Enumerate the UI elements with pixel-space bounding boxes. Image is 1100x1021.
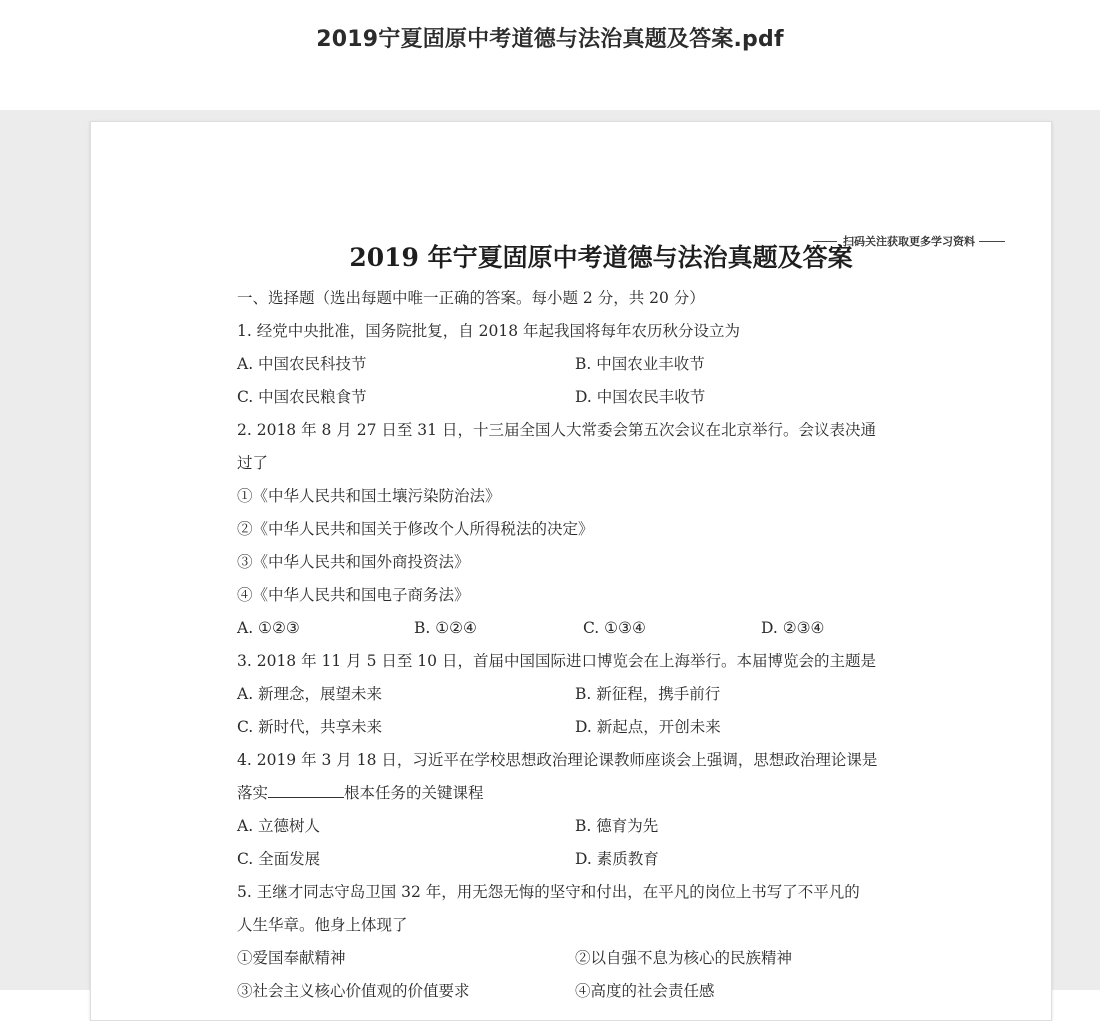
q2-stem-line1: 2. 2018 年 8 月 27 日至 31 日，十三届全国人大常委会第五次会议在北京举行。会议表决通 <box>237 421 876 439</box>
document-title: 2019 年宁夏固原中考道德与法治真题及答案 <box>349 243 853 272</box>
q5-stem-line1: 5. 王继才同志守岛卫国 32 年，用无怨无悔的坚守和付出，在平凡的岗位上书写了不平凡的 <box>237 883 860 901</box>
q2-option-a: A. ①②③ <box>237 619 300 637</box>
q2-option-d: D. ②③④ <box>761 619 825 637</box>
q3-option-d: D. 新起点，开创未来 <box>575 718 721 736</box>
q3-stem: 3. 2018 年 11 月 5 日至 10 日，首届中国国际进口博览会在上海举行。本届博览会的主题是 <box>237 652 876 670</box>
file-title: 2019宁夏固原中考道德与法治真题及答案.pdf <box>316 27 784 52</box>
q1-option-d: D. 中国农民丰收节 <box>575 388 706 406</box>
q2-option-c: C. ①③④ <box>583 619 646 637</box>
q1-option-c: C. 中国农民粮食节 <box>237 388 367 406</box>
q2-item-1: ①《中华人民共和国土壤污染防治法》 <box>237 487 501 505</box>
q5-item-1: ①爱国奉献精神 <box>237 949 346 967</box>
q2-item-2: ②《中华人民共和国关于修改个人所得税法的决定》 <box>237 520 594 538</box>
q2-item-4: ④《中华人民共和国电子商务法》 <box>237 586 470 604</box>
q4-stem-line1: 4. 2019 年 3 月 18 日，习近平在学校思想政治理论课教师座谈会上强调，思想政治理论课是 <box>237 751 878 769</box>
q4-stem-suffix: 根本任务的关键课程 <box>344 784 484 802</box>
q5-item-4: ④高度的社会责任感 <box>575 982 715 1000</box>
q4-option-c: C. 全面发展 <box>237 850 321 868</box>
q5-stem-line2: 人生华章。他身上体现了 <box>237 916 408 934</box>
q4-stem-prefix: 落实 <box>237 784 269 802</box>
q4-option-b: B. 德育为先 <box>575 817 659 835</box>
pdf-viewer[interactable] <box>0 110 1100 1000</box>
q1-option-b: B. 中国农业丰收节 <box>575 355 705 373</box>
q3-option-c: C. 新时代，共享未来 <box>237 718 383 736</box>
q4-stem-line2 <box>237 783 484 803</box>
q1-option-a: A. 中国农民科技节 <box>237 355 367 373</box>
qr-note-text: 扫码关注获取更多学习资料 <box>843 235 975 248</box>
q5-item-3: ③社会主义核心价值观的价值要求 <box>237 982 470 1000</box>
q2-item-3: ③《中华人民共和国外商投资法》 <box>237 553 470 571</box>
q2-option-b: B. ①②④ <box>414 619 477 637</box>
title-bar <box>0 0 1100 110</box>
section-heading: 一、选择题（选出每题中唯一正确的答案。每小题 2 分，共 20 分） <box>237 289 705 307</box>
q4-option-a: A. 立德树人 <box>237 817 321 835</box>
qr-note-right-rule <box>979 241 1005 242</box>
pdf-page <box>90 121 1052 1021</box>
q3-option-b: B. 新征程，携手前行 <box>575 685 721 703</box>
q1-stem: 1. 经党中央批准，国务院批复，自 2018 年起我国将每年农历秋分设立为 <box>237 322 741 340</box>
q5-item-2: ②以自强不息为核心的民族精神 <box>575 949 793 967</box>
q4-answer-blank <box>268 784 344 798</box>
q3-option-a: A. 新理念，展望未来 <box>237 685 383 703</box>
q2-stem-line2: 过了 <box>237 454 269 472</box>
q4-option-d: D. 素质教育 <box>575 850 659 868</box>
